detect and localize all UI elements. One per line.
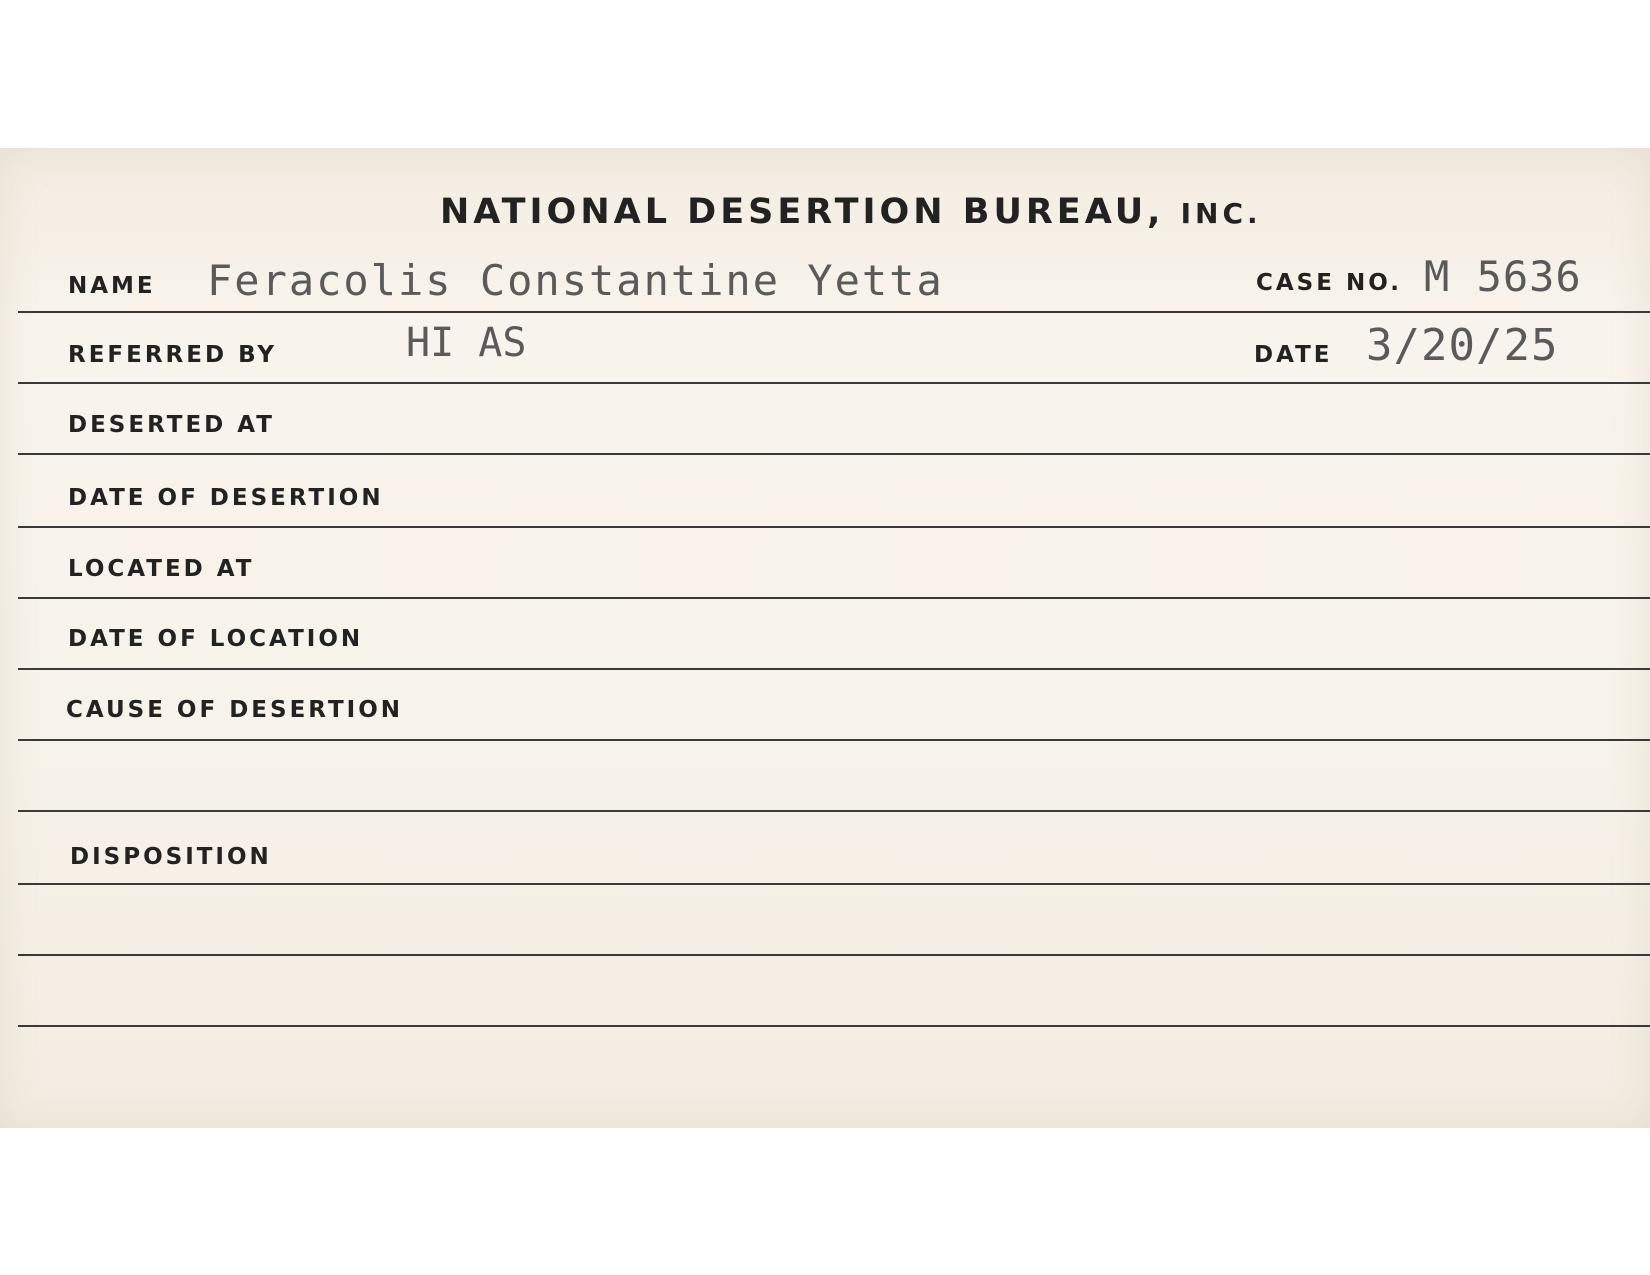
date-of-location-line	[18, 668, 1650, 670]
cause-of-desertion-line	[18, 739, 1650, 741]
referred-by-value: HI AS	[406, 320, 527, 366]
date-value: 3/20/25	[1366, 320, 1559, 371]
date-label: DATE	[1254, 342, 1333, 368]
org-name: NATIONAL DESERTION BUREAU,	[440, 192, 1165, 232]
name-value: Feracolis Constantine Yetta	[207, 256, 944, 305]
cause-of-desertion-label: CAUSE OF DESERTION	[66, 697, 404, 723]
case-no-value: M 5636	[1424, 252, 1582, 301]
referred-by-line	[18, 382, 1650, 384]
cause-of-desertion-line-2	[18, 810, 1650, 812]
located-at-line	[18, 597, 1650, 599]
case-no-label: CASE NO.	[1256, 270, 1402, 296]
card-heading	[440, 192, 1262, 232]
date-of-location-label: DATE OF LOCATION	[68, 626, 364, 652]
deserted-at-line	[18, 453, 1650, 455]
date-of-desertion-line	[18, 526, 1650, 528]
index-card	[0, 148, 1650, 1128]
date-of-desertion-label: DATE OF DESERTION	[68, 485, 384, 511]
referred-by-label: REFERRED BY	[68, 342, 278, 368]
located-at-label: LOCATED AT	[68, 556, 255, 582]
disposition-line-3	[18, 1025, 1650, 1027]
name-line	[18, 311, 1650, 313]
disposition-line-2	[18, 954, 1650, 956]
disposition-label: DISPOSITION	[70, 844, 272, 870]
name-label: NAME	[68, 273, 156, 299]
disposition-line	[18, 883, 1650, 885]
org-suffix: INC.	[1180, 197, 1262, 230]
deserted-at-label: DESERTED AT	[68, 412, 275, 438]
